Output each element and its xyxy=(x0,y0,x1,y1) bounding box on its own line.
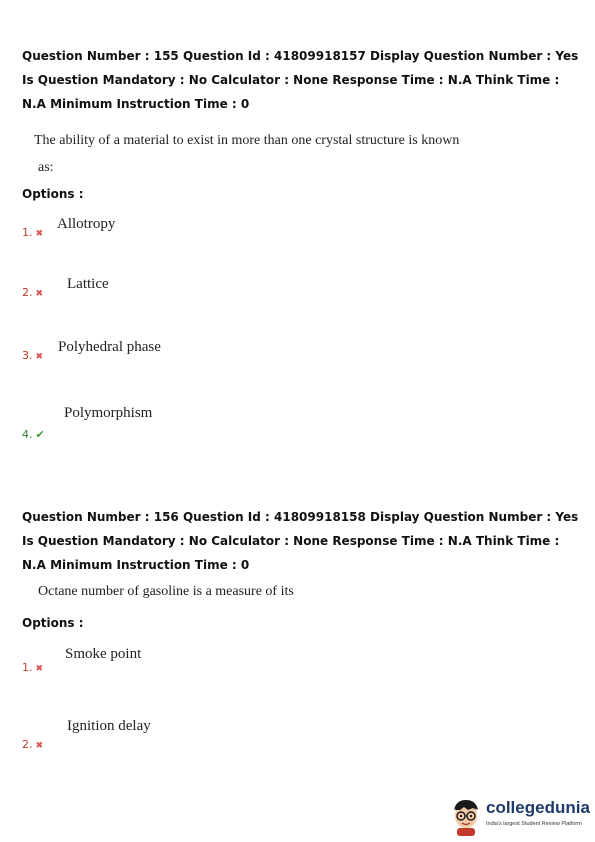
option-number: 1. xyxy=(22,226,33,239)
question-156-meta: Question Number : 156 Question Id : 41809918158 Display Question Number : Yes Is Question Mandatory : No Calculator : None Response Time : N.A Think Time : N.A Minimum Instruction Time : 0 xyxy=(22,510,579,572)
question-155-options-label: Options : xyxy=(22,187,84,201)
student-mascot-icon xyxy=(448,796,484,836)
question-155-text-line2: as: xyxy=(38,160,54,175)
option-number: 2. xyxy=(22,286,33,299)
question-155-meta: Question Number : 155 Question Id : 41809918157 Display Question Number : Yes Is Question Mandatory : No Calculator : None Response Time : N.A Think Time : N.A Minimum Instruction Time : 0 xyxy=(22,49,579,111)
question-156-options-label: Options : xyxy=(22,616,84,630)
option-text: Smoke point xyxy=(65,646,142,662)
option-number: 3. xyxy=(22,349,33,362)
option-text: Polymorphism xyxy=(64,405,153,421)
question-155-text-line1: The ability of a material to exist in more than one crystal structure is known xyxy=(34,133,460,148)
option-number: 4. xyxy=(22,428,33,441)
collegedunia-logo xyxy=(448,796,594,836)
option-text: Lattice xyxy=(67,276,109,292)
option-text: Ignition delay xyxy=(67,718,151,734)
logo-wordmark: collegedunia xyxy=(486,798,590,817)
cross-icon: ✖ xyxy=(35,352,44,362)
option-text: Polyhedral phase xyxy=(58,339,161,355)
checkmark-icon: ✔ xyxy=(35,428,45,441)
logo-tagline: India's largest Student Review Platform xyxy=(486,821,582,827)
question-156-text-line1: Octane number of gasoline is a measure of its xyxy=(38,584,294,599)
cross-icon: ✖ xyxy=(35,229,44,239)
option-number: 1. xyxy=(22,661,33,674)
cross-icon: ✖ xyxy=(35,741,44,751)
cross-icon: ✖ xyxy=(35,289,44,299)
option-text: Allotropy xyxy=(57,216,116,232)
cross-icon: ✖ xyxy=(35,664,44,674)
option-number: 2. xyxy=(22,738,33,751)
